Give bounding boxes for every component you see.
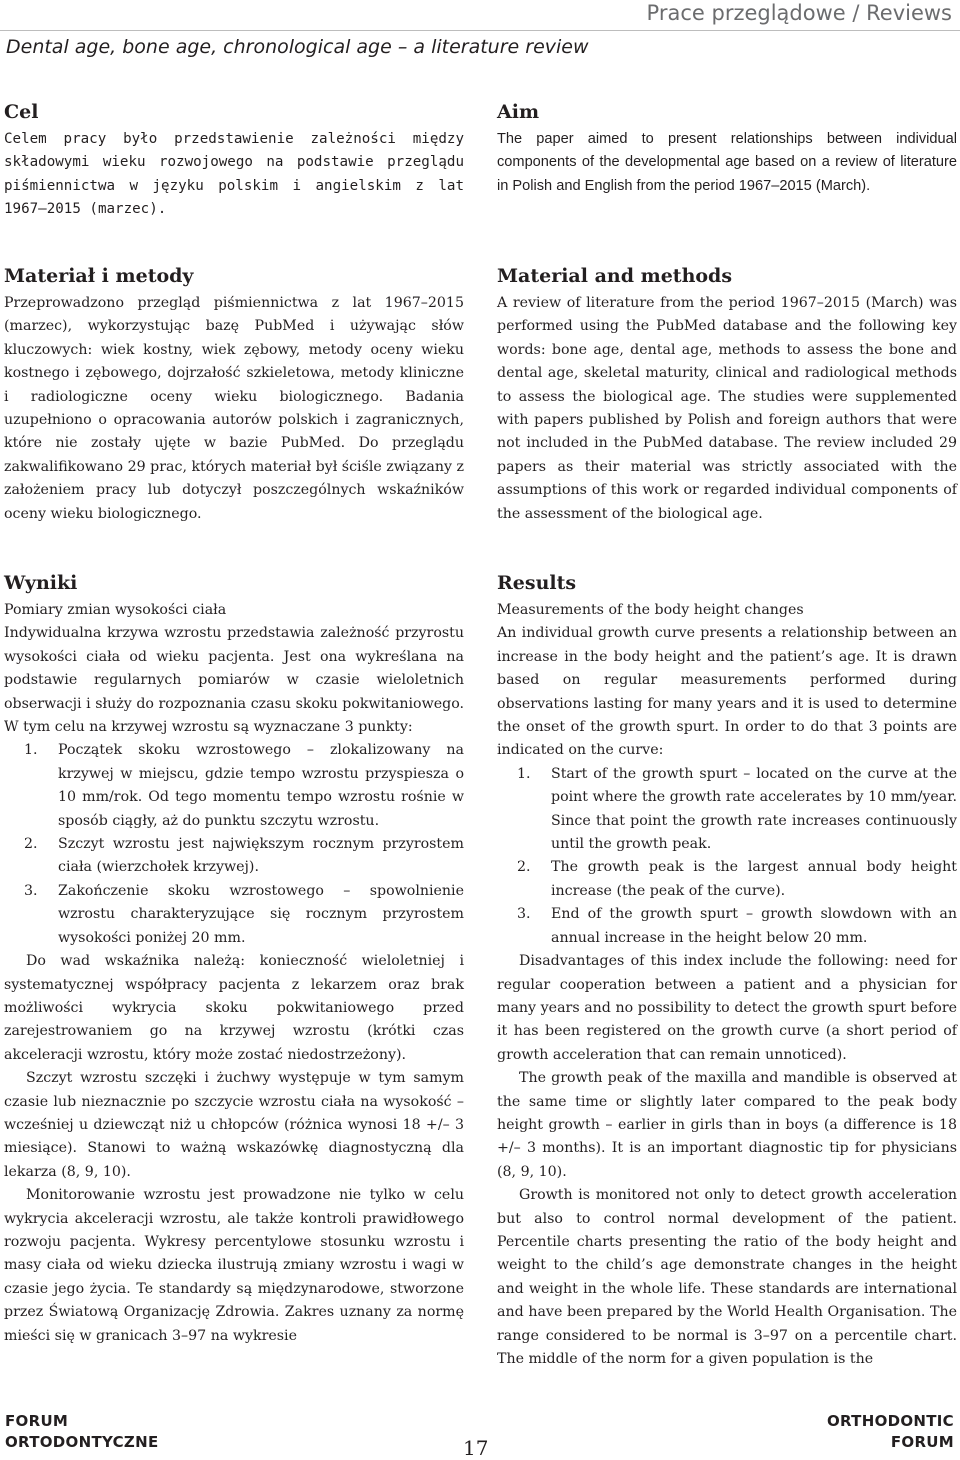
text-methods: A review of literature from the period 1967–2015 (March) was performed using the PubMed database and the following key words: bone age, dental age, methods to assess the bone and dental age, skeletal maturity, clinical and radiological methods to assess the biological age. The studies were supplemented with papers published by Polish and foreign authors that were not included in the PubMed database. The review included 29 papers as their material was strictly associated with the assumptions of this work or regarded individual components of the assessment of the biological age. (497, 295, 957, 522)
footer-left-line1: FORUM (5, 1412, 69, 1430)
text-wyniki-p1: Do wad wskaźnika należą: konieczność wieloletniej i systematycznej współpracy pacjenta z lekarzem oraz brak możliwości wykrycia skoku pokwitaniowego przed zarejestrowaniem go na krzywej wzrostu (krótki czas akceleracji wzrostu, który może zostać niedostrzeżony). (4, 953, 464, 1063)
text-results-p3: Growth is monitored not only to detect growth acceleration but also to control normal development of the patient. Percentile charts presenting the ratio of the body height and weight to the child’s age demonstrate changes in the height and weight in the whole life. These standards are international and have been prepared by the World Health Organisation. The range considered to be normal is 3–97 on a percentile chart. The middle of the norm for a given population is the (497, 1187, 957, 1367)
list-item: 2. Szczyt wzrostu jest największym rocznym przyrostem ciała (wierzchołek krzywej). (24, 836, 464, 876)
heading-metody: Materiał i metody (4, 265, 194, 287)
page-number: 17 (463, 1436, 489, 1460)
section-methods (497, 264, 957, 526)
footer-left-line2: ORTODONTYCZNE (5, 1433, 159, 1451)
heading-methods: Material and methods (497, 265, 733, 287)
section-wyniki (4, 571, 464, 1348)
list-item: 1. Start of the growth spurt – located on the curve at the point where the growth rate accelerates by 10 mm/year. Since that point the growth rate increases continuously until the growth peak. (517, 765, 957, 853)
heading-wyniki: Wyniki (4, 572, 78, 594)
footer-right-line1: ORTHODONTIC (826, 1412, 954, 1430)
heading-aim: Aim (497, 101, 540, 123)
list-item: 2. The growth peak is the largest annual body height increase (the peak of the curve). (517, 859, 957, 899)
footer-journal-en (827, 1411, 954, 1453)
running-title: Dental age, bone age, chronological age – a literature review (6, 36, 589, 58)
list-item: 3. End of the growth spurt – growth slowdown with an annual increase in the height below 20 mm. (517, 906, 957, 946)
text-metody: Przeprowadzono przegląd piśmiennictwa z lat 1967–2015 (marzec), wykorzystując bazę PubMed i używając słów kluczowych: wiek kostny, wiek zębowy, metody oceny wieku kostnego i zębowego, dojrzałość szkieletowa, metody kliniczne i radiologiczne oceny wieku biologicznego. Badania uzupełniono o opracowania autorów polskich i zagranicznych, które nie zostały ujęte w bazie PubMed. Do przeglądu zakwalifikowano 29 prac, których materiał był ściśle związany z założeniem pracy lub dotyczył poszczególnych wskaźników oceny wieku biologicznego. (4, 295, 464, 522)
section-aim (497, 100, 957, 198)
heading-results: Results (497, 572, 577, 594)
text-wyniki-p2: Szczyt wzrostu szczęki i żuchwy występuje w tym samym czasie lub nieznacznie po szczycie wzrostu ciała na wysokość – wcześniej u dziewcząt niż u chłopców (różnica wynosi 18 +/– 3 miesiące). Stanowi to ważną wskazówkę diagnostyczną dla lekarza (8, 9, 10). (4, 1070, 464, 1180)
text-wyniki-intro: Indywidualna krzywa wzrostu przedstawia zależność przyrostu wysokości ciała od wieku pacjenta. Jest ona wykreślana na podstawie regularnych pomiarów w czasie wieloletnich obserwacji i służy do rozpoznania czasu skoku pokwitaniowego. W tym celu na krzywej wzrostu są wyznaczane 3 punkty: (4, 625, 464, 736)
footer-right-line2: FORUM (890, 1433, 954, 1451)
section-cel (4, 100, 464, 222)
heading-cel: Cel (4, 101, 39, 123)
text-results-p1: Disadvantages of this index include the following: need for regular cooperation between a patient and a physician for many years and no possibility to detect the growth spurt before it has been registered on the growth curve (a short period of growth acceleration that can remain unnoticed). (497, 953, 957, 1063)
list-points-en (497, 763, 957, 950)
text-cel: Celem pracy było przedstawienie zależności między składowymi wieku rozwojowego na podstawie przeglądu piśmiennictwa w języku polskim i angielskim z lat 1967–2015 (marzec). (4, 131, 464, 218)
list-points-pl (4, 739, 464, 950)
header-rule (0, 30, 960, 31)
section-metody (4, 264, 464, 526)
list-item: 3. Zakończenie skoku wzrostowego – spowolnienie wzrostu charakteryzujące się rocznym przyrostem wysokości poniżej 20 mm. (24, 882, 464, 946)
text-results-intro: An individual growth curve presents a relationship between an increase in the body height and the patient’s age. It is drawn based on regular measurements performed during observations lasting for many years and it is used to determine the onset of the growth spurt. In order to do that 3 points are indicated on the curve: (497, 625, 957, 759)
section-results (497, 571, 957, 1371)
section-label: Prace przeglądowe / Reviews (646, 1, 952, 25)
text-wyniki-p3: Monitorowanie wzrostu jest prowadzone nie tylko w celu wykrycia akceleracji wzrostu, ale także kontroli prawidłowego rozwoju pacjenta. Wykresy percentylowe stosunku wzrostu i masy ciała od wieku dziecka ilustrują zmiany wzrostu i wagi w czasie jego życia. Te standardy są międzynarodowe, stworzone przez Światową Organizację Zdrowia. Zakres uznany za normę mieści się w granicach 3–97 na wykresie (4, 1187, 464, 1344)
subheading-wyniki: Pomiary zmian wysokości ciała (4, 602, 227, 618)
footer-journal-pl (5, 1411, 159, 1453)
text-results-p2: The growth peak of the maxilla and mandible is observed at the same time or slightly later compared to the peak body height growth – earlier in girls than in boys (a difference is 18 +/– 3 months). It is an important diagnostic tip for physicians (8, 9, 10). (497, 1070, 957, 1180)
subheading-results: Measurements of the body height changes (497, 602, 804, 618)
text-aim: The paper aimed to present relationships between individual components of the developmental age based on a review of literature in Polish and English from the period 1967–2015 (March). (497, 131, 957, 194)
list-item: 1. Początek skoku wzrostowego – zlokalizowany na krzywej w miejscu, gdzie tempo wzrostu przyspiesza o 10 mm/rok. Od tego momentu tempo wzrostu rośnie w sposób ciągły, aż do punktu szczytu wzrostu. (24, 742, 464, 829)
